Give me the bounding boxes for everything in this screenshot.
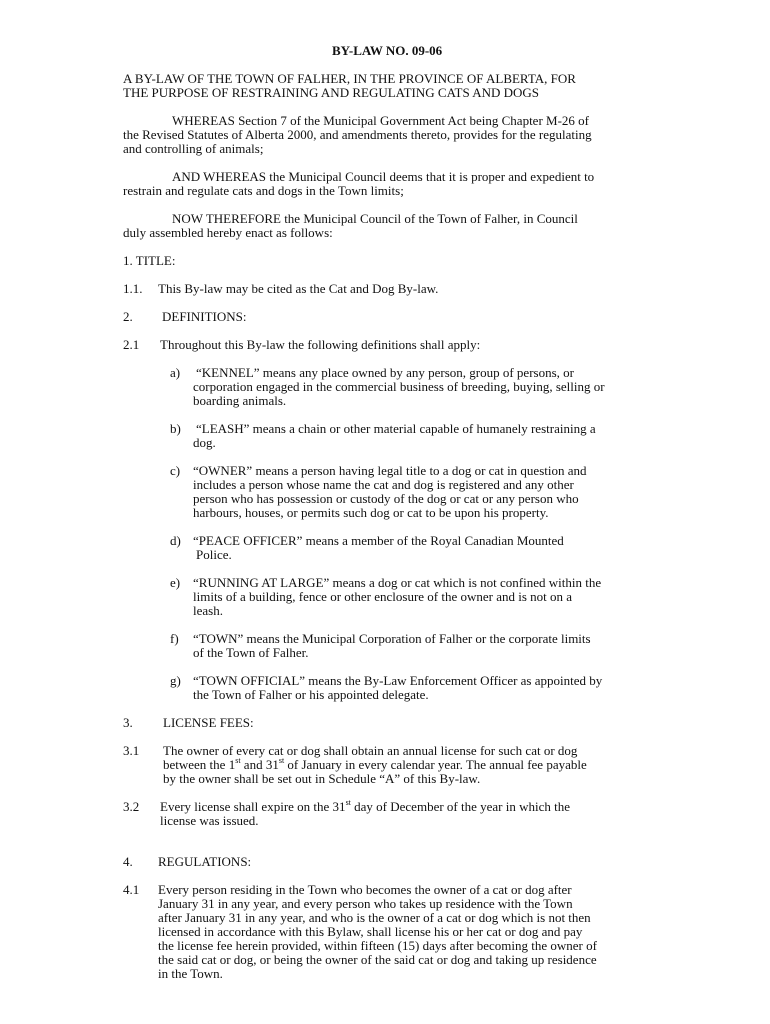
- definition-letter: a): [170, 365, 181, 380]
- definition-letter: e): [170, 575, 181, 590]
- whereas-line: WHEREAS Section 7 of the Municipal Government Act being Chapter M-26 of: [172, 113, 590, 128]
- ordinal-suffix: st: [235, 755, 241, 765]
- clause-number: 1.1.: [123, 281, 143, 296]
- ordinal-suffix: st: [345, 797, 351, 807]
- heading-line: THE PURPOSE OF RESTRAINING AND REGULATING CATS AND DOGS: [123, 85, 540, 100]
- definition-line: “RUNNING AT LARGE” means a dog or cat which is not confined within the: [193, 575, 602, 590]
- clause-fragment: and 31: [240, 757, 279, 772]
- section-heading-license-fees: LICENSE FEES:: [163, 715, 254, 730]
- definition-line: person who has possession or custody of the dog or cat or any person who: [193, 491, 579, 506]
- definition-line: “TOWN OFFICIAL” means the By-Law Enforcement Officer as appointed by: [193, 673, 603, 688]
- clause-line: license was issued.: [160, 813, 259, 828]
- definition-line: “TOWN” means the Municipal Corporation of Falher or the corporate limits: [193, 631, 591, 646]
- clause-line: the license fee herein provided, within fifteen (15) days after becoming the owner of: [158, 938, 597, 953]
- now-therefore-line: duly assembled hereby enact as follows:: [123, 225, 333, 240]
- clause-line: after January 31 in any year, and who is the owner of a cat or dog which is not then: [158, 910, 591, 925]
- definition-line: limits of a building, fence or other enclosure of the owner and is not on a: [193, 589, 573, 604]
- definition-line: “KENNEL” means any place owned by any person, group of persons, or: [196, 365, 574, 380]
- section-heading-definitions: DEFINITIONS:: [162, 309, 247, 324]
- clause-text: Throughout this By-law the following definitions shall apply:: [160, 337, 481, 352]
- document-title: BY-LAW NO. 09-06: [332, 43, 443, 58]
- whereas-line: and controlling of animals;: [123, 141, 264, 156]
- clause-number: 4.1: [123, 882, 140, 897]
- section-heading-title: 1. TITLE:: [123, 253, 176, 268]
- clause-fragment: day of December of the year in which the: [350, 799, 571, 814]
- whereas-line: AND WHEREAS the Municipal Council deems that it is proper and expedient to: [172, 169, 595, 184]
- definition-letter: d): [170, 533, 181, 548]
- definition-line: corporation engaged in the commercial business of breeding, buying, selling or: [193, 379, 605, 394]
- clause-line: [160, 797, 571, 814]
- clause-fragment: Every license shall expire on the 31: [160, 799, 346, 814]
- definition-line: “LEASH” means a chain or other material capable of humanely restraining a: [196, 421, 596, 436]
- definition-line: Police.: [196, 547, 232, 562]
- definition-line: harbours, houses, or permits such dog or cat to be upon his property.: [193, 505, 549, 520]
- definition-line: boarding animals.: [193, 393, 287, 408]
- clause-line: the said cat or dog, or being the owner of the said cat or dog and taking up residence: [158, 952, 597, 967]
- definition-line: dog.: [193, 435, 216, 450]
- definition-line: of the Town of Falher.: [193, 645, 309, 660]
- clause-number: 3.1: [123, 743, 140, 758]
- clause-line: The owner of every cat or dog shall obtain an annual license for such cat or dog: [163, 743, 578, 758]
- section-number: 3.: [123, 715, 133, 730]
- ordinal-suffix: st: [278, 755, 285, 765]
- section-number: 2.: [123, 309, 133, 324]
- definition-letter: g): [170, 673, 181, 688]
- clause-line: licensed in accordance with this Bylaw, shall license his or her cat or dog and pay: [158, 924, 583, 939]
- definition-line: includes a person whose name the cat and dog is registered and any other: [193, 477, 574, 492]
- clause-number: 3.2: [123, 799, 140, 814]
- section-number: 4.: [123, 854, 133, 869]
- definition-line: “PEACE OFFICER” means a member of the Royal Canadian Mounted: [193, 533, 564, 548]
- section-heading-regulations: REGULATIONS:: [158, 854, 252, 869]
- definition-letter: b): [170, 421, 181, 436]
- whereas-line: restrain and regulate cats and dogs in the Town limits;: [123, 183, 404, 198]
- heading-line: A BY-LAW OF THE TOWN OF FALHER, IN THE PROVINCE OF ALBERTA, FOR: [123, 71, 576, 86]
- clause-line: Every person residing in the Town who becomes the owner of a cat or dog after: [158, 882, 572, 897]
- now-therefore-line: NOW THEREFORE the Municipal Council of the Town of Falher, in Council: [172, 211, 578, 226]
- clause-line: by the owner shall be set out in Schedule “A” of this By-law.: [163, 771, 481, 786]
- clause-text: This By-law may be cited as the Cat and Dog By-law.: [158, 281, 439, 296]
- clause-fragment: between the 1: [163, 757, 236, 772]
- clause-line: [163, 755, 587, 772]
- definition-line: “OWNER” means a person having legal title to a dog or cat in question and: [193, 463, 587, 478]
- definition-line: leash.: [193, 603, 223, 618]
- definition-letter: c): [170, 463, 181, 478]
- clause-line: in the Town.: [158, 966, 223, 981]
- clause-number: 2.1: [123, 337, 140, 352]
- whereas-line: the Revised Statutes of Alberta 2000, and amendments thereto, provides for the regulating: [123, 127, 592, 142]
- definition-letter: f): [170, 631, 179, 646]
- definition-line: the Town of Falher or his appointed delegate.: [193, 687, 429, 702]
- clause-line: January 31 in any year, and every person who takes up residence with the Town: [158, 896, 573, 911]
- clause-fragment: of January in every calendar year. The annual fee payable: [284, 757, 587, 772]
